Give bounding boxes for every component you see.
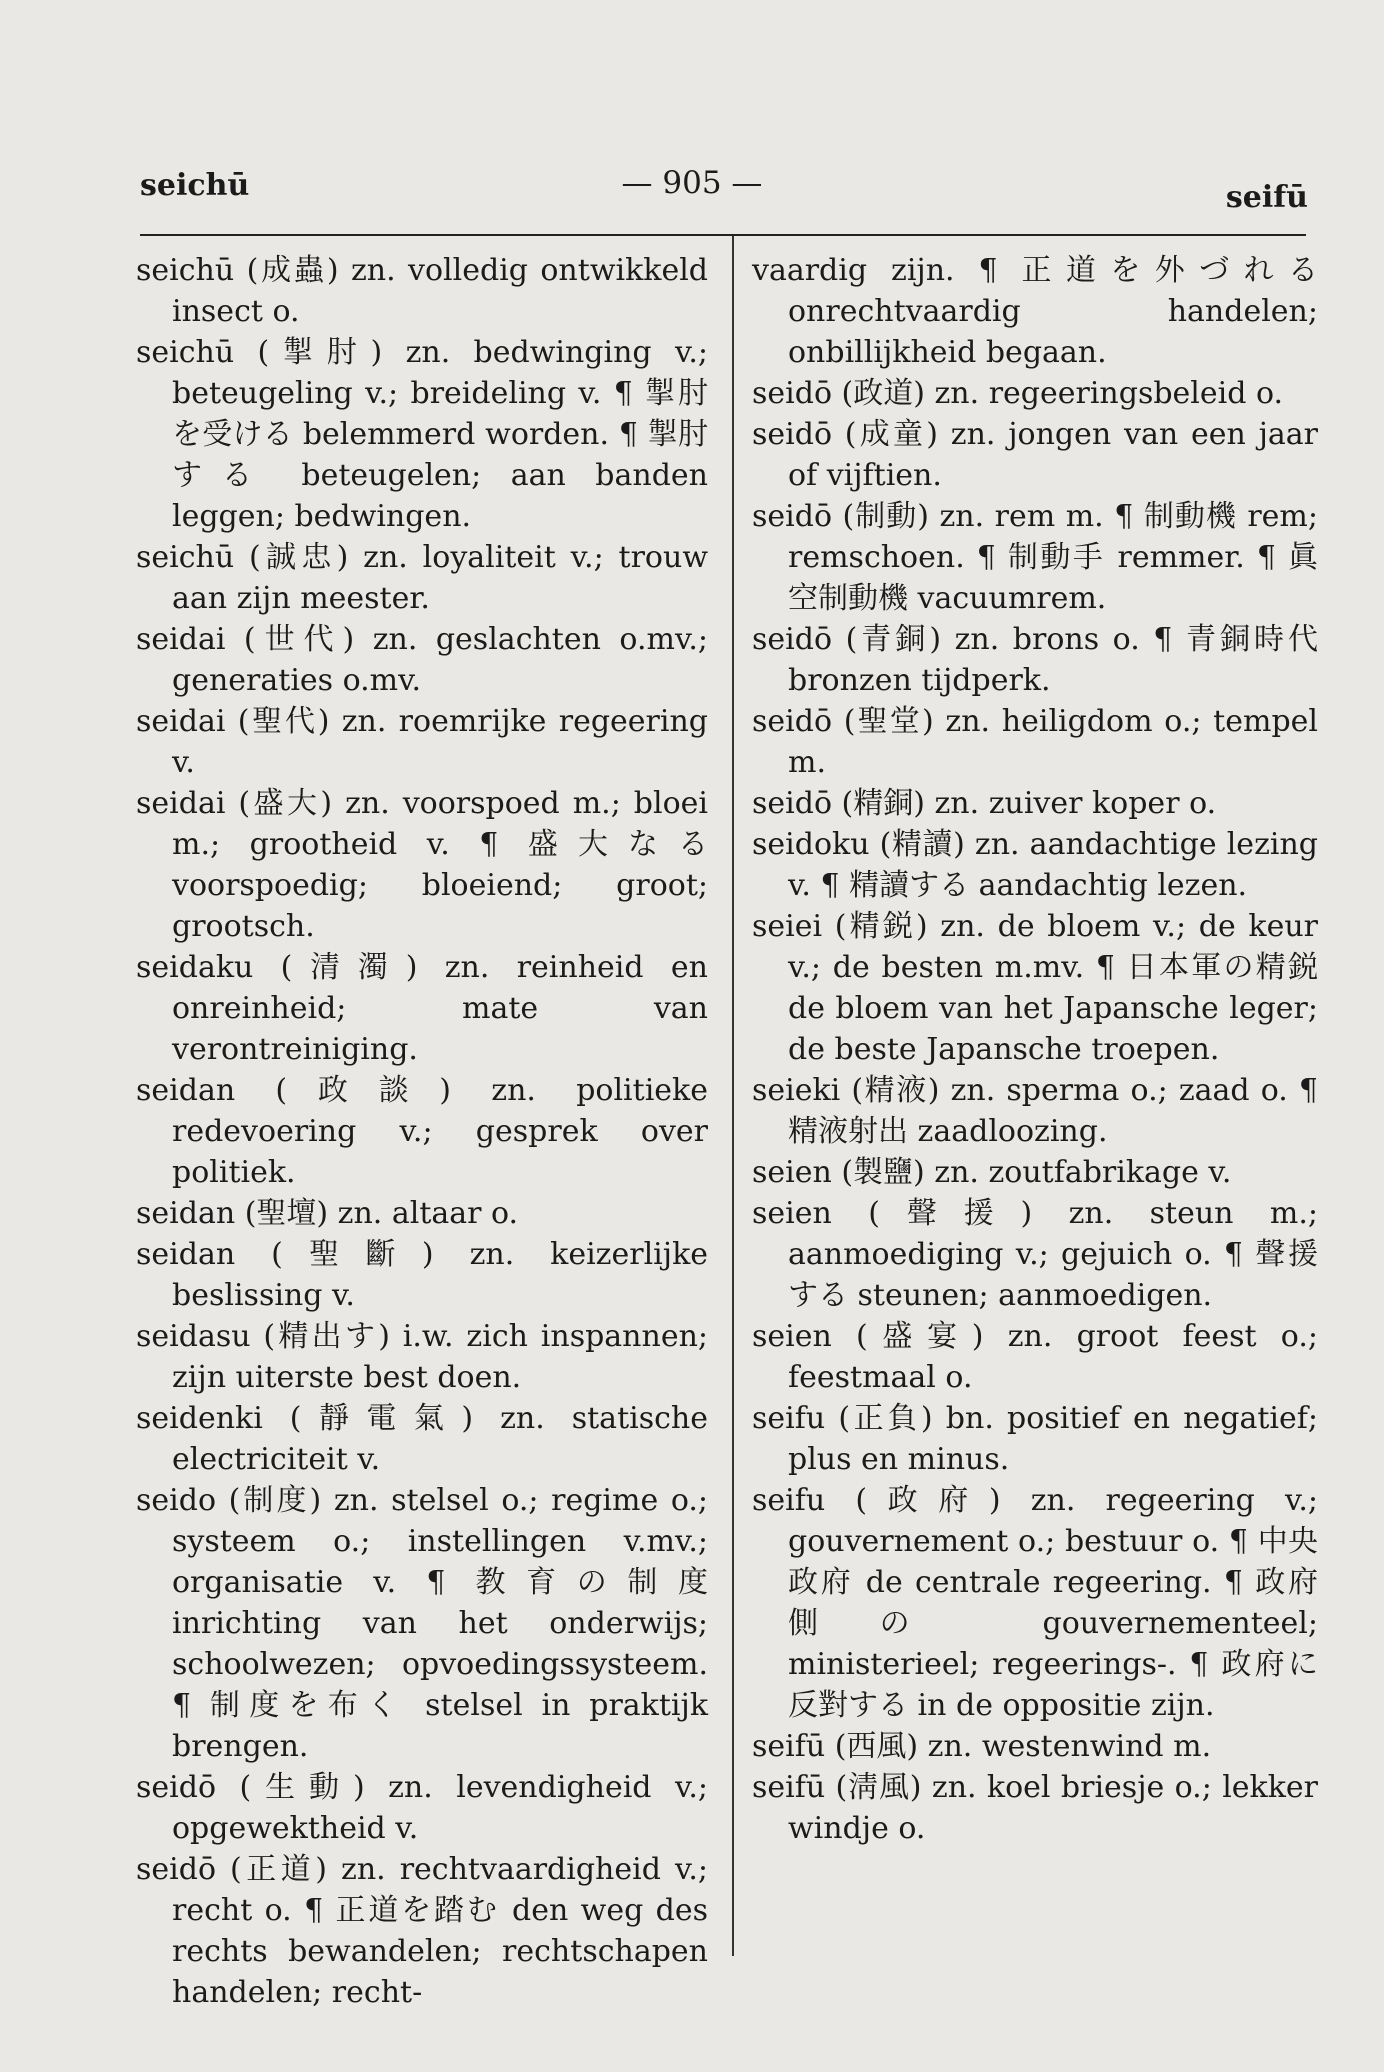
dictionary-entry: seiei (精鋭) zn. de bloem v.; de keur v.; de besten m.mv. ¶ 日本軍の精鋭 de bloem van het Japansche leger; de beste Japansche troepen. [752,909,1318,1067]
dictionary-entry: seidan (聖壇) zn. altaar o. [136,1196,519,1231]
dictionary-entry: seifu (正負) bn. positief en negatief; plus en minus. [752,1401,1318,1477]
dictionary-entry: seidai (盛大) zn. voorspoed m.; bloei m.; grootheid v. ¶ 盛大なる voorspoedig; bloeiend; groot; grootsch. [136,786,708,944]
column-divider [732,236,734,1956]
dictionary-entry: seichū (成蟲) zn. volledig ontwikkeld insect o. [136,253,708,329]
dictionary-entry: seidai (聖代) zn. roemrijke regeering v. [136,704,708,780]
dictionary-entry: seidō (青銅) zn. brons o. ¶ 青銅時代 bronzen tijdperk. [752,622,1318,698]
right-column [752,250,1318,1849]
dictionary-entry: seidenki (靜電氣) zn. statische electriciteit v. [136,1401,708,1477]
dictionary-entry: seidasu (精出す) i.w. zich inspannen; zijn uiterste best doen. [136,1319,708,1395]
dictionary-entry: seien (盛宴) zn. groot feest o.; feestmaal o. [752,1319,1318,1395]
dictionary-entry: seidō (精銅) zn. zuiver koper o. [752,786,1217,821]
dictionary-entry: seidō (聖堂) zn. heiligdom o.; tempel m. [752,704,1318,780]
dictionary-entry: seidō (政道) zn. regeeringsbeleid o. [752,376,1284,411]
dictionary-entry: seichū (誠忠) zn. loyaliteit v.; trouw aan zijn meester. [136,540,708,616]
dictionary-entry: seidō (成童) zn. jongen van een jaar of vijftien. [752,417,1318,493]
running-head-right: seifū [1225,180,1308,215]
dictionary-entry: seidan (聖斷) zn. keizerlijke beslissing v. [136,1237,708,1313]
dictionary-entry: seidai (世代) zn. geslachten o.mv.; generaties o.mv. [136,622,708,698]
page-number: — 905 — [621,165,763,201]
left-column [136,250,708,2013]
dictionary-entry: seidō (生動) zn. levendigheid v.; opgewektheid v. [136,1770,708,1846]
dictionary-entry: seien (聲援) zn. steun m.; aanmoediging v.; gejuich o. ¶ 聲援する steunen; aanmoedigen. [752,1196,1318,1313]
dictionary-entry: seifū (淸風) zn. koel briesje o.; lekker windje o. [752,1770,1318,1846]
dictionary-entry: seidoku (精讀) zn. aandachtige lezing v. ¶ 精讀する aandachtig lezen. [752,827,1318,903]
dictionary-entry: seido (制度) zn. stelsel o.; regime o.; systeem o.; instellingen v.mv.; organisatie v. ¶ 教育の制度 inrichting van het onderwijs; schoolwezen; opvoedingssysteem. ¶ 制度を布く stelsel in praktijk brengen. [136,1483,708,1764]
dictionary-entry: seifu (政府) zn. regeering v.; gouvernement o.; bestuur o. ¶ 中央政府 de centrale regeering. ¶ 政府側の gouvernementeel; ministerieel; regeerings-. ¶ 政府に反對する in de oppositie zijn. [752,1483,1318,1723]
dictionary-entry: seichū (掣肘) zn. bedwinging v.; beteugeling v.; breideling v. ¶ 掣肘を受ける belemmerd worden. ¶ 掣肘する beteugelen; aan banden leggen; bedwingen. [136,335,708,534]
dictionary-entry: seieki (精液) zn. sperma o.; zaad o. ¶ 精液射出 zaadloozing. [752,1073,1318,1149]
dictionary-entry: seidō (正道) zn. rechtvaardigheid v.; recht o. ¶ 正道を踏む den weg des rechts bewandelen; rechtschapen handelen; recht- [136,1852,708,2010]
running-head-left: seichū [140,168,250,203]
dictionary-entry: seien (製鹽) zn. zoutfabrikage v. [752,1155,1232,1190]
header-rule [140,234,1306,236]
dictionary-entry: seidan (政談) zn. politieke redevoering v.; gesprek over politiek. [136,1073,708,1190]
dictionary-entry: seidō (制動) zn. rem m. ¶ 制動機 rem; remschoen. ¶ 制動手 remmer. ¶ 眞空制動機 vacuumrem. [752,499,1318,616]
dictionary-entry: vaardig zijn. ¶ 正道を外づれる onrechtvaardig handelen; onbillijkheid begaan. [752,253,1318,370]
dictionary-entry: seifū (西風) zn. westenwind m. [752,1729,1212,1764]
dictionary-entry: seidaku (清濁) zn. reinheid en onreinheid; mate van verontreiniging. [136,950,708,1067]
